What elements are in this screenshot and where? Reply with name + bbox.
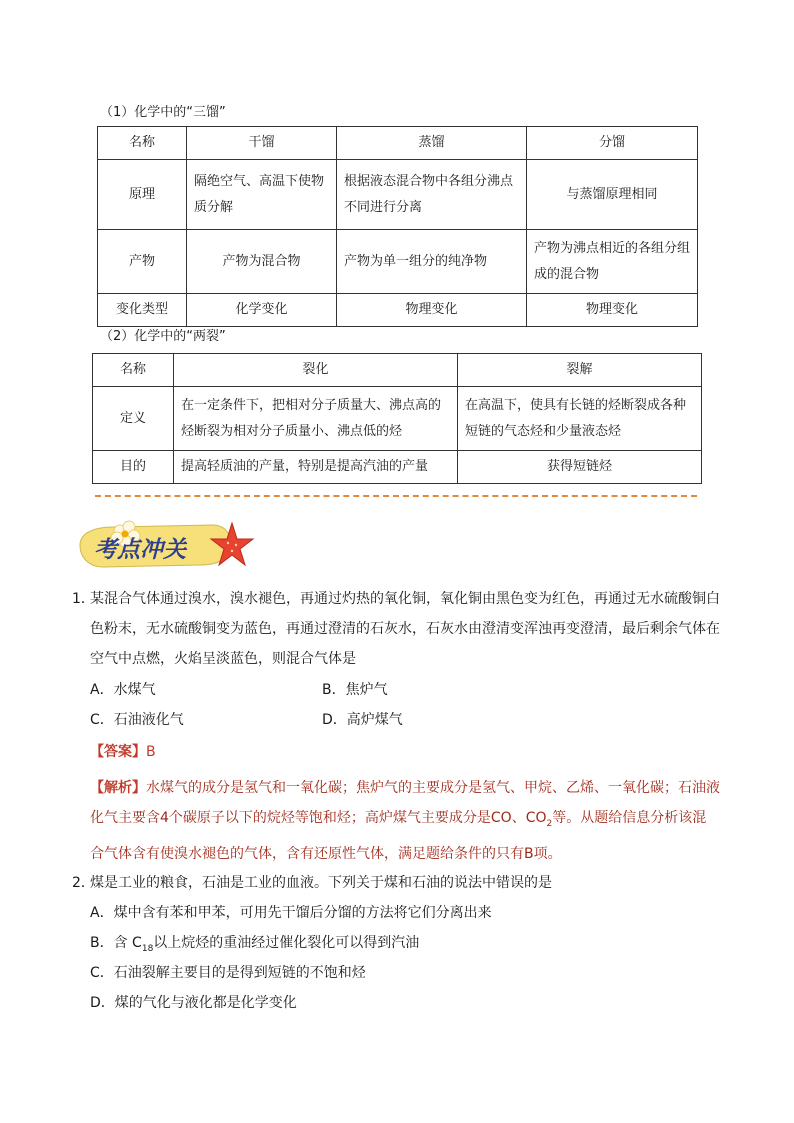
table-row (93, 451, 702, 484)
header-cell: 裂化 (174, 354, 458, 387)
option-c: C．石油液化气 (90, 712, 184, 728)
header-cell: 干馏 (187, 127, 337, 160)
question-number: 2． (72, 875, 95, 891)
row-label: 产物 (98, 230, 187, 294)
answer-tag: 【答案】 (90, 744, 146, 760)
table-cell: 提高轻质油的产量，特别是提高汽油的产量 (174, 451, 458, 484)
section1-caption: （1）化学中的“三馏” (100, 105, 226, 120)
section-divider (95, 495, 697, 497)
table-cell: 化学变化 (187, 294, 337, 327)
table-cell: 产物为单一组分的纯净物 (337, 230, 527, 294)
exam-point-badge (74, 517, 254, 573)
table-header-row (93, 354, 702, 387)
option-d: D．高炉煤气 (322, 712, 403, 728)
table-cell: 在高温下，使具有长链的烃断裂成各种短链的气态烃和少量液态烃 (458, 387, 702, 451)
table-row (98, 294, 698, 327)
answer (90, 737, 720, 767)
answer-value: B (146, 744, 156, 760)
header-cell: 蒸馏 (337, 127, 527, 160)
question-1 (72, 584, 722, 674)
header-cell: 裂解 (458, 354, 702, 387)
option-b: B．焦炉气 (322, 682, 388, 698)
table-cell: 产物为混合物 (187, 230, 337, 294)
table-cell: 在一定条件下，把相对分子质量大、沸点高的烃断裂为相对分子质量小、沸点低的烃 (174, 387, 458, 451)
section2-caption: （2）化学中的“两裂” (100, 329, 226, 344)
question-number: 1． (72, 591, 95, 607)
table-cell: 物理变化 (527, 294, 698, 327)
row-label: 变化类型 (98, 294, 187, 327)
analysis-text-b: 等。从题给信息分析该混合气体含有使溴水褪色的气体，含有还原性气体，满足题给条件的只有B项。 (90, 810, 707, 862)
table-cell: 物理变化 (337, 294, 527, 327)
table-row (98, 160, 698, 230)
badge-text: 考点冲关 (94, 537, 186, 563)
analysis-tag: 【解析】 (90, 780, 146, 796)
row-label: 目的 (93, 451, 174, 484)
option-b-subscript: 18 (141, 943, 154, 954)
table-row (93, 387, 702, 451)
option-d: D．煤的气化与液化都是化学变化 (90, 995, 297, 1011)
table-cell: 根据液态混合物中各组分沸点不同进行分离 (337, 160, 527, 230)
table-header-row (98, 127, 698, 160)
header-cell: 名称 (98, 127, 187, 160)
table-cell: 与蒸馏原理相同 (527, 160, 698, 230)
two-crackings-table (92, 353, 702, 484)
analysis (90, 773, 720, 869)
table-cell: 获得短链烃 (458, 451, 702, 484)
table-cell: 隔绝空气、高温下使物质分解 (187, 160, 337, 230)
question-text: 某混合气体通过溴水，溴水褪色，再通过灼热的氧化铜，氧化铜由黑色变为红色，再通过无水硫酸铜白色粉末，无水硫酸铜变为蓝色，再通过澄清的石灰水，石灰水由澄清变浑浊再变澄清，最后剩余气体在空气中点燃，火焰呈淡蓝色，则混合气体是 (90, 591, 720, 667)
table-row (98, 230, 698, 294)
option-b-suffix: 以上烷烃的重油经过催化裂化可以得到汽油 (153, 935, 420, 951)
option-a: A．水煤气 (90, 682, 156, 698)
table-cell: 产物为沸点相近的各组分组成的混合物 (527, 230, 698, 294)
three-distillations-table (97, 126, 698, 327)
question-text: 煤是工业的粮食，石油是工业的血液。下列关于煤和石油的说法中错误的是 (90, 875, 552, 891)
option-c: C．石油裂解主要目的是得到短链的不饱和烃 (90, 965, 366, 981)
header-cell: 名称 (93, 354, 174, 387)
analysis-text-a: 水煤气的成分是氢气和一氧化碳；焦炉气的主要成分是氢气、甲烷、乙烯、一氧化碳；石油液化气主要含4个碳原子以下的烷烃等饱和烃；高炉煤气主要成分是CO、CO (90, 780, 720, 826)
option-a: A．煤中含有苯和甲苯，可用先干馏后分馏的方法将它们分离出来 (90, 905, 492, 921)
row-label: 定义 (93, 387, 174, 451)
header-cell: 分馏 (527, 127, 698, 160)
row-label: 原理 (98, 160, 187, 230)
analysis-subscript: 2 (546, 818, 553, 829)
question-2 (72, 868, 722, 898)
option-b-prefix: B．含 C (90, 935, 142, 951)
